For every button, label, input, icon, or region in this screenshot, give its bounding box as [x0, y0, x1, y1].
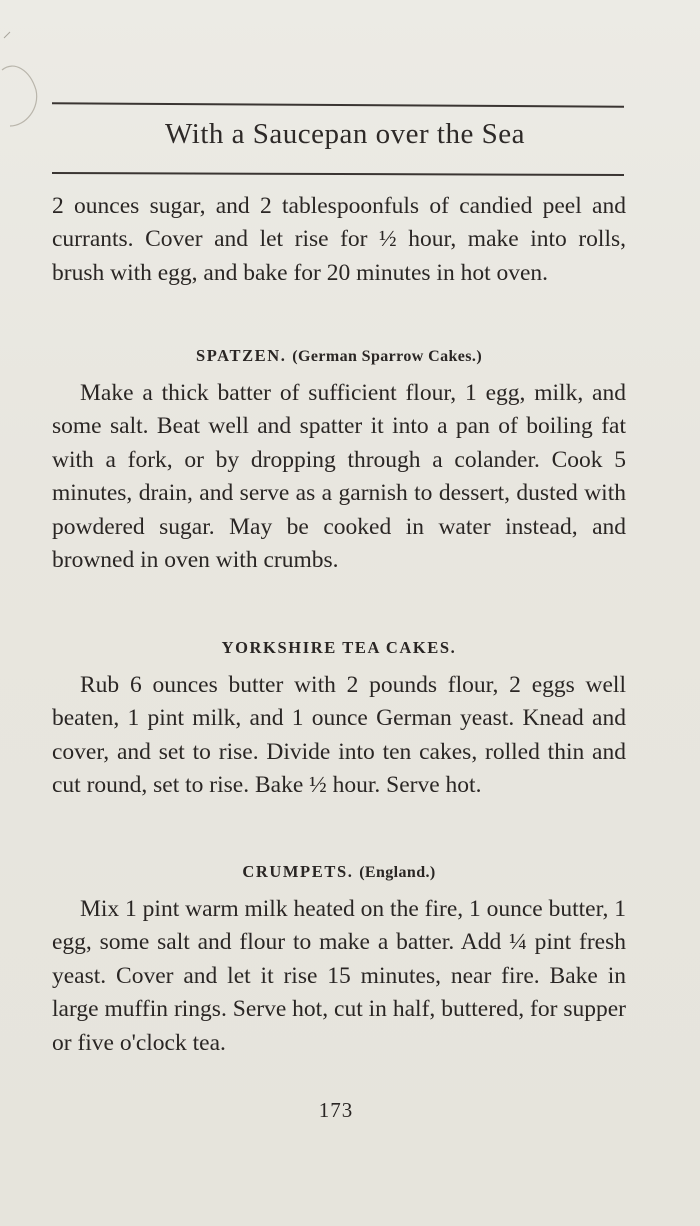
recipe-text-crumpets: Mix 1 pint warm milk heated on the fire, 1 ounce butter, 1 egg, some salt and flour to make a batter. Add ¼ pint fresh yeast. Cover and let it rise 15 minutes, near fire. Bake in large muffin rings. Serve hot, cut in half, buttered, for supper or five o'clock tea. [52, 896, 626, 1056]
recipe-title: YORKSHIRE TEA CAKES. [221, 638, 457, 657]
recipe-subtitle: (German Sparrow Cakes.) [292, 348, 483, 365]
running-head: With a Saucepan over the Sea [165, 118, 525, 150]
recipe-title: SPATZEN. [195, 346, 287, 365]
recipe-subtitle: (England.) [359, 864, 436, 881]
continuation-paragraph: 2 ounces sugar, and 2 tablespoonfuls of candied peel and currants. Cover and let rise for ½ hour, make into rolls, brush with egg, and bake for 20 minutes in hot oven. [52, 193, 626, 286]
page-number: 173 [318, 1098, 354, 1122]
recipe-heading-crumpets [52, 862, 626, 882]
header-rule-bottom [52, 172, 624, 176]
page-corner-stain [0, 30, 44, 130]
recipe-heading-spatzen [52, 346, 626, 366]
recipe-text-yorkshire-tea-cakes: Rub 6 ounces butter with 2 pounds flour, 2 eggs well beaten, 1 pint milk, and 1 ounce German yeast. Knead and cover, and set to rise. Divide into ten cakes, rolled thin and cut round, set to rise. Bake ½ hour. Serve hot. [52, 672, 626, 799]
recipe-title: CRUMPETS. [242, 862, 354, 881]
header-rule-top [52, 102, 624, 107]
recipe-heading-yorkshire-tea-cakes [52, 638, 626, 658]
recipe-text-spatzen: Make a thick batter of sufficient flour, 1 egg, milk, and some salt. Beat well and spatter it into a pan of boiling fat with a fork, or by dropping through a colander. Cook 5 minutes, drain, and serve as a garnish to dessert, dusted with powdered sugar. May be cooked in water instead, and browned in oven with crumbs. [52, 380, 626, 574]
